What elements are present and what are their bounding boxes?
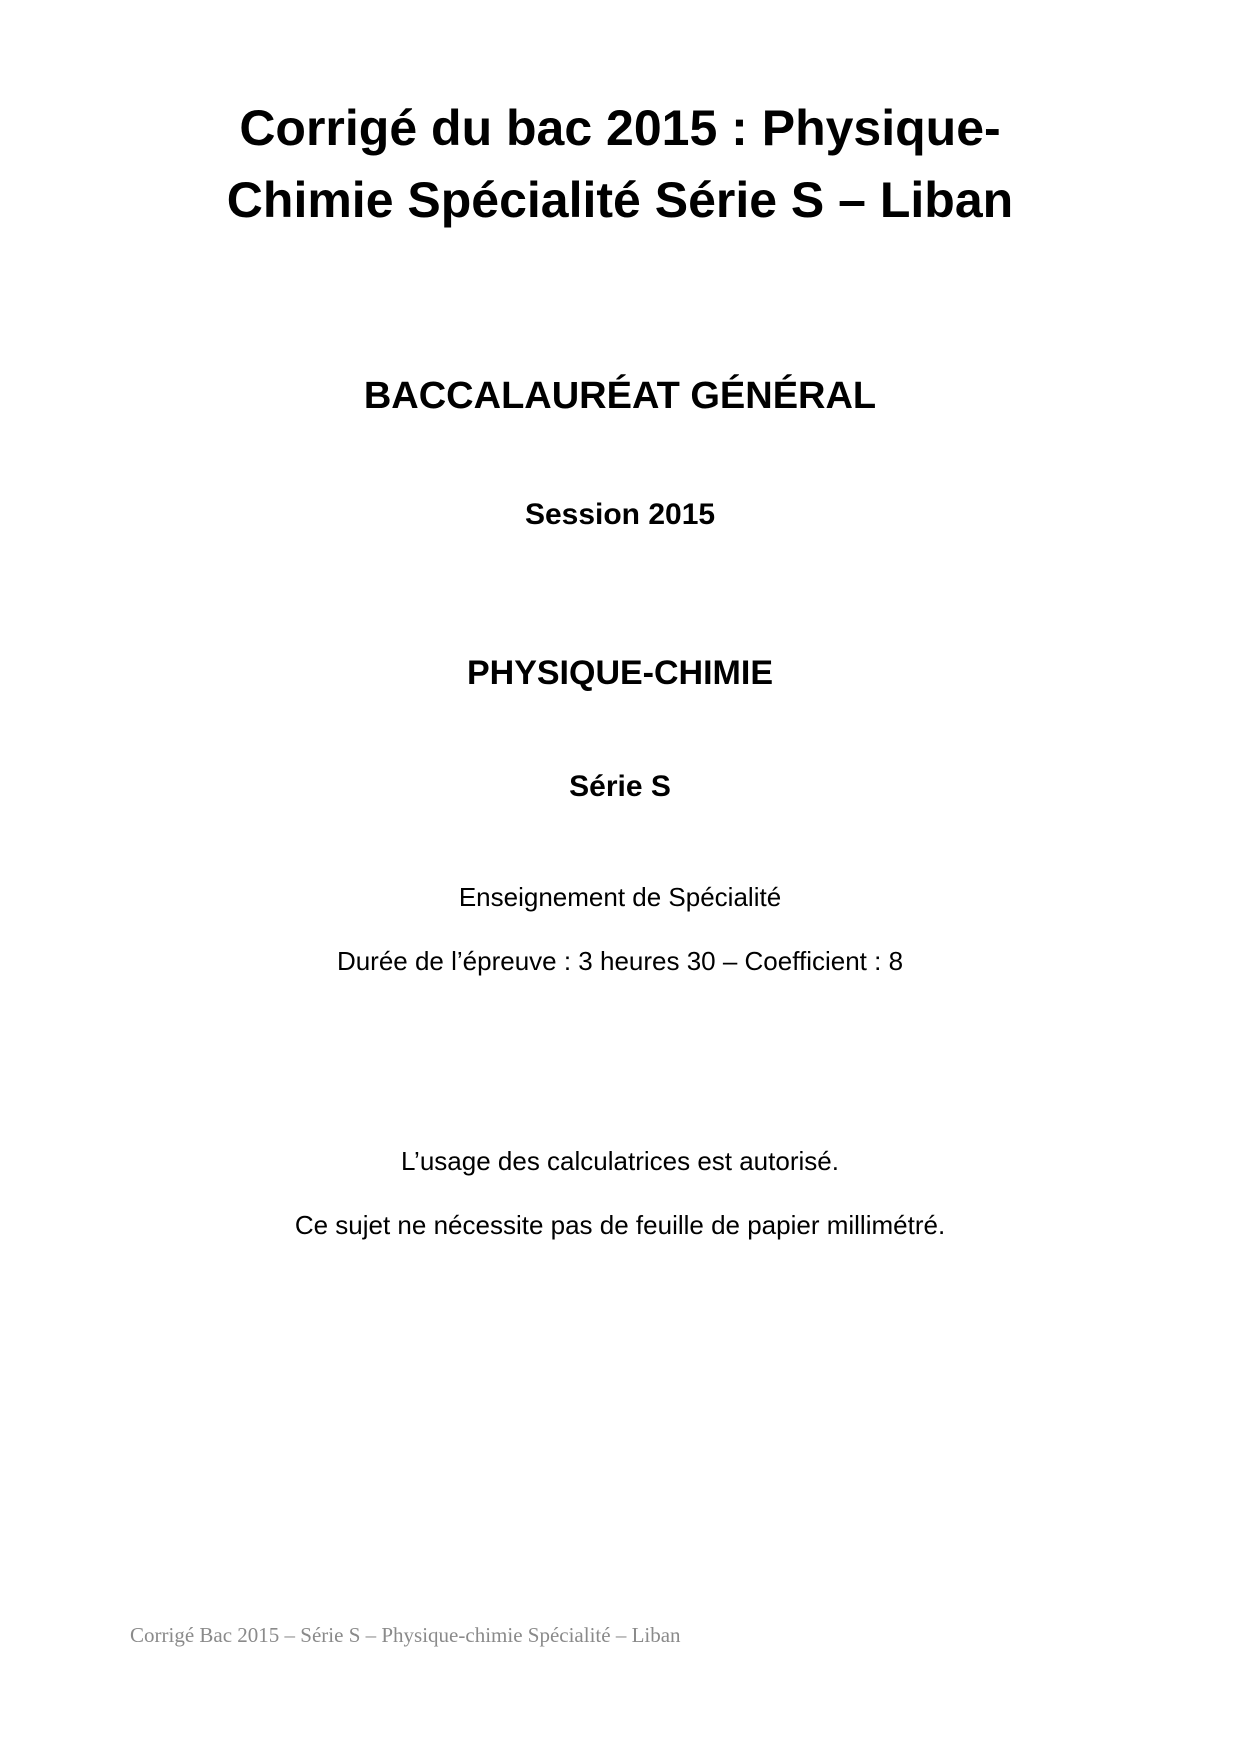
exam-name-heading: BACCALAURÉAT GÉNÉRAL [363, 375, 877, 417]
subject-heading: PHYSIQUE-CHIMIE [466, 654, 774, 692]
series-label: Série S [569, 770, 671, 803]
calculator-notice-text: L’usage des calculatrices est autorisé. [401, 1146, 839, 1176]
teaching-type-text: Enseignement de Spécialité [458, 882, 782, 912]
session-label: Session 2015 [524, 498, 716, 531]
graph-paper-notice-text: Ce sujet ne nécessite pas de feuille de papier millimétré. [294, 1210, 946, 1240]
document-title-line-2: Chimie Spécialité Série S – Liban [226, 172, 1014, 228]
exam-duration-text: Durée de l’épreuve : 3 heures 30 – Coefficient : 8 [336, 946, 904, 976]
document-title-line-1: Corrigé du bac 2015 : Physique- [239, 100, 1001, 156]
page-footer: Corrigé Bac 2015 – Série S – Physique-chimie Spécialité – Liban [130, 1623, 681, 1647]
